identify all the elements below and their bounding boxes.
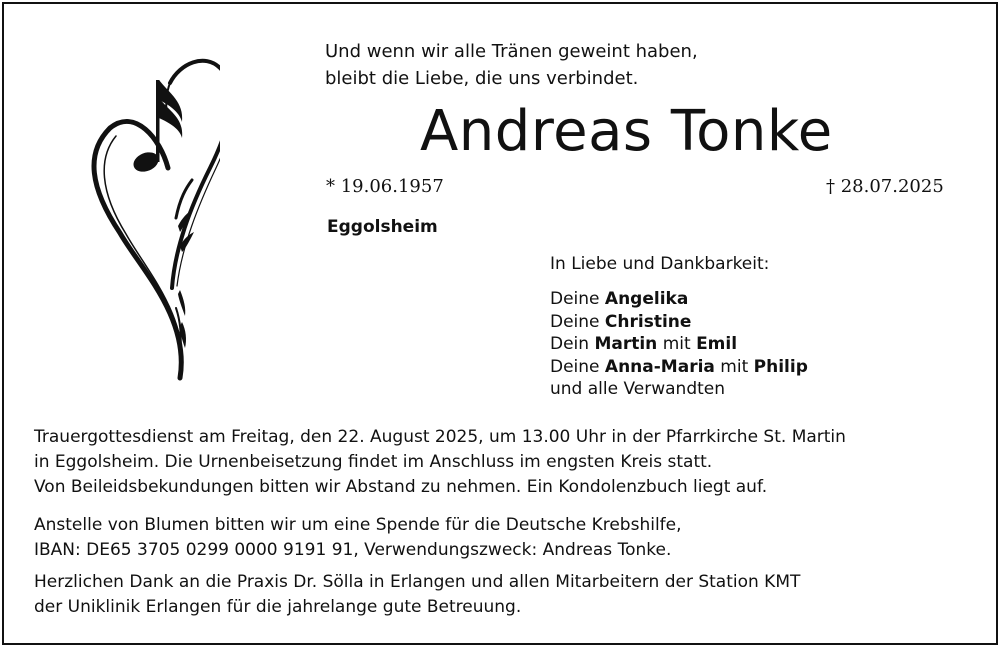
mourner-text: Dein: [550, 334, 595, 354]
mourner-name: Anna-Maria: [604, 356, 715, 377]
notice-line: Trauergottesdienst am Freitag, den 22. August 2025, um 13.00 Uhr in der Pfarrkirche St. Martin: [34, 427, 846, 447]
mourner-line: [550, 333, 808, 356]
mourner-line: [550, 356, 808, 379]
service-notice: [34, 425, 846, 500]
mourner-text: Deine: [550, 289, 605, 309]
notice-line: in Eggolsheim. Die Urnenbeisetzung findet im Anschluss im engsten Kreis statt.: [34, 452, 713, 472]
mourner-name: Angelika: [604, 289, 689, 309]
donation-notice: [34, 513, 682, 563]
mourner-text: mit: [714, 356, 754, 377]
notice-line: Herzlichen Dank an die Praxis Dr. Sölla in Erlangen und allen Mitarbeitern der Station KMT: [34, 572, 801, 592]
mourner-name: Christine: [604, 311, 692, 332]
notice-line: der Uniklinik Erlangen für die jahrelange gute Betreuung.: [34, 597, 522, 617]
hometown: Eggolsheim: [327, 217, 438, 237]
notice-line: Anstelle von Blumen bitten wir um eine Spende für die Deutsche Krebshilfe,: [34, 515, 682, 535]
mourners-heading: In Liebe und Dankbarkeit:: [550, 254, 770, 274]
mourner-name: Philip: [753, 356, 808, 377]
memorial-verse: [325, 38, 698, 92]
birth-date: * 19.06.1957: [326, 176, 444, 197]
mourners-list: [550, 288, 808, 401]
notice-line: IBAN: DE65 3705 0299 0000 9191 91, Verwendungszweck: Andreas Tonke.: [34, 540, 672, 560]
notice-line: Von Beileidsbekundungen bitten wir Abstand zu nehmen. Ein Kondolenzbuch liegt auf.: [34, 477, 768, 497]
mourner-name: Martin: [594, 334, 658, 354]
heart-with-music-note-icon: [80, 58, 220, 398]
mourner-name: Emil: [696, 334, 738, 354]
mourner-text: mit: [657, 334, 697, 354]
mourner-line: [550, 378, 808, 401]
mourner-text: Deine: [550, 356, 605, 377]
mourner-line: [550, 288, 808, 311]
mourner-text: Deine: [550, 311, 605, 332]
verse-line: Und wenn wir alle Tränen geweint haben,: [325, 41, 698, 62]
verse-line: bleibt die Liebe, die uns verbindet.: [325, 68, 639, 89]
mourner-line: [550, 311, 808, 334]
gratitude-notice: [34, 570, 800, 620]
deceased-name: Andreas Tonke: [420, 99, 833, 164]
death-date: † 28.07.2025: [826, 176, 944, 197]
mourner-text: und alle Verwandten: [550, 379, 726, 399]
